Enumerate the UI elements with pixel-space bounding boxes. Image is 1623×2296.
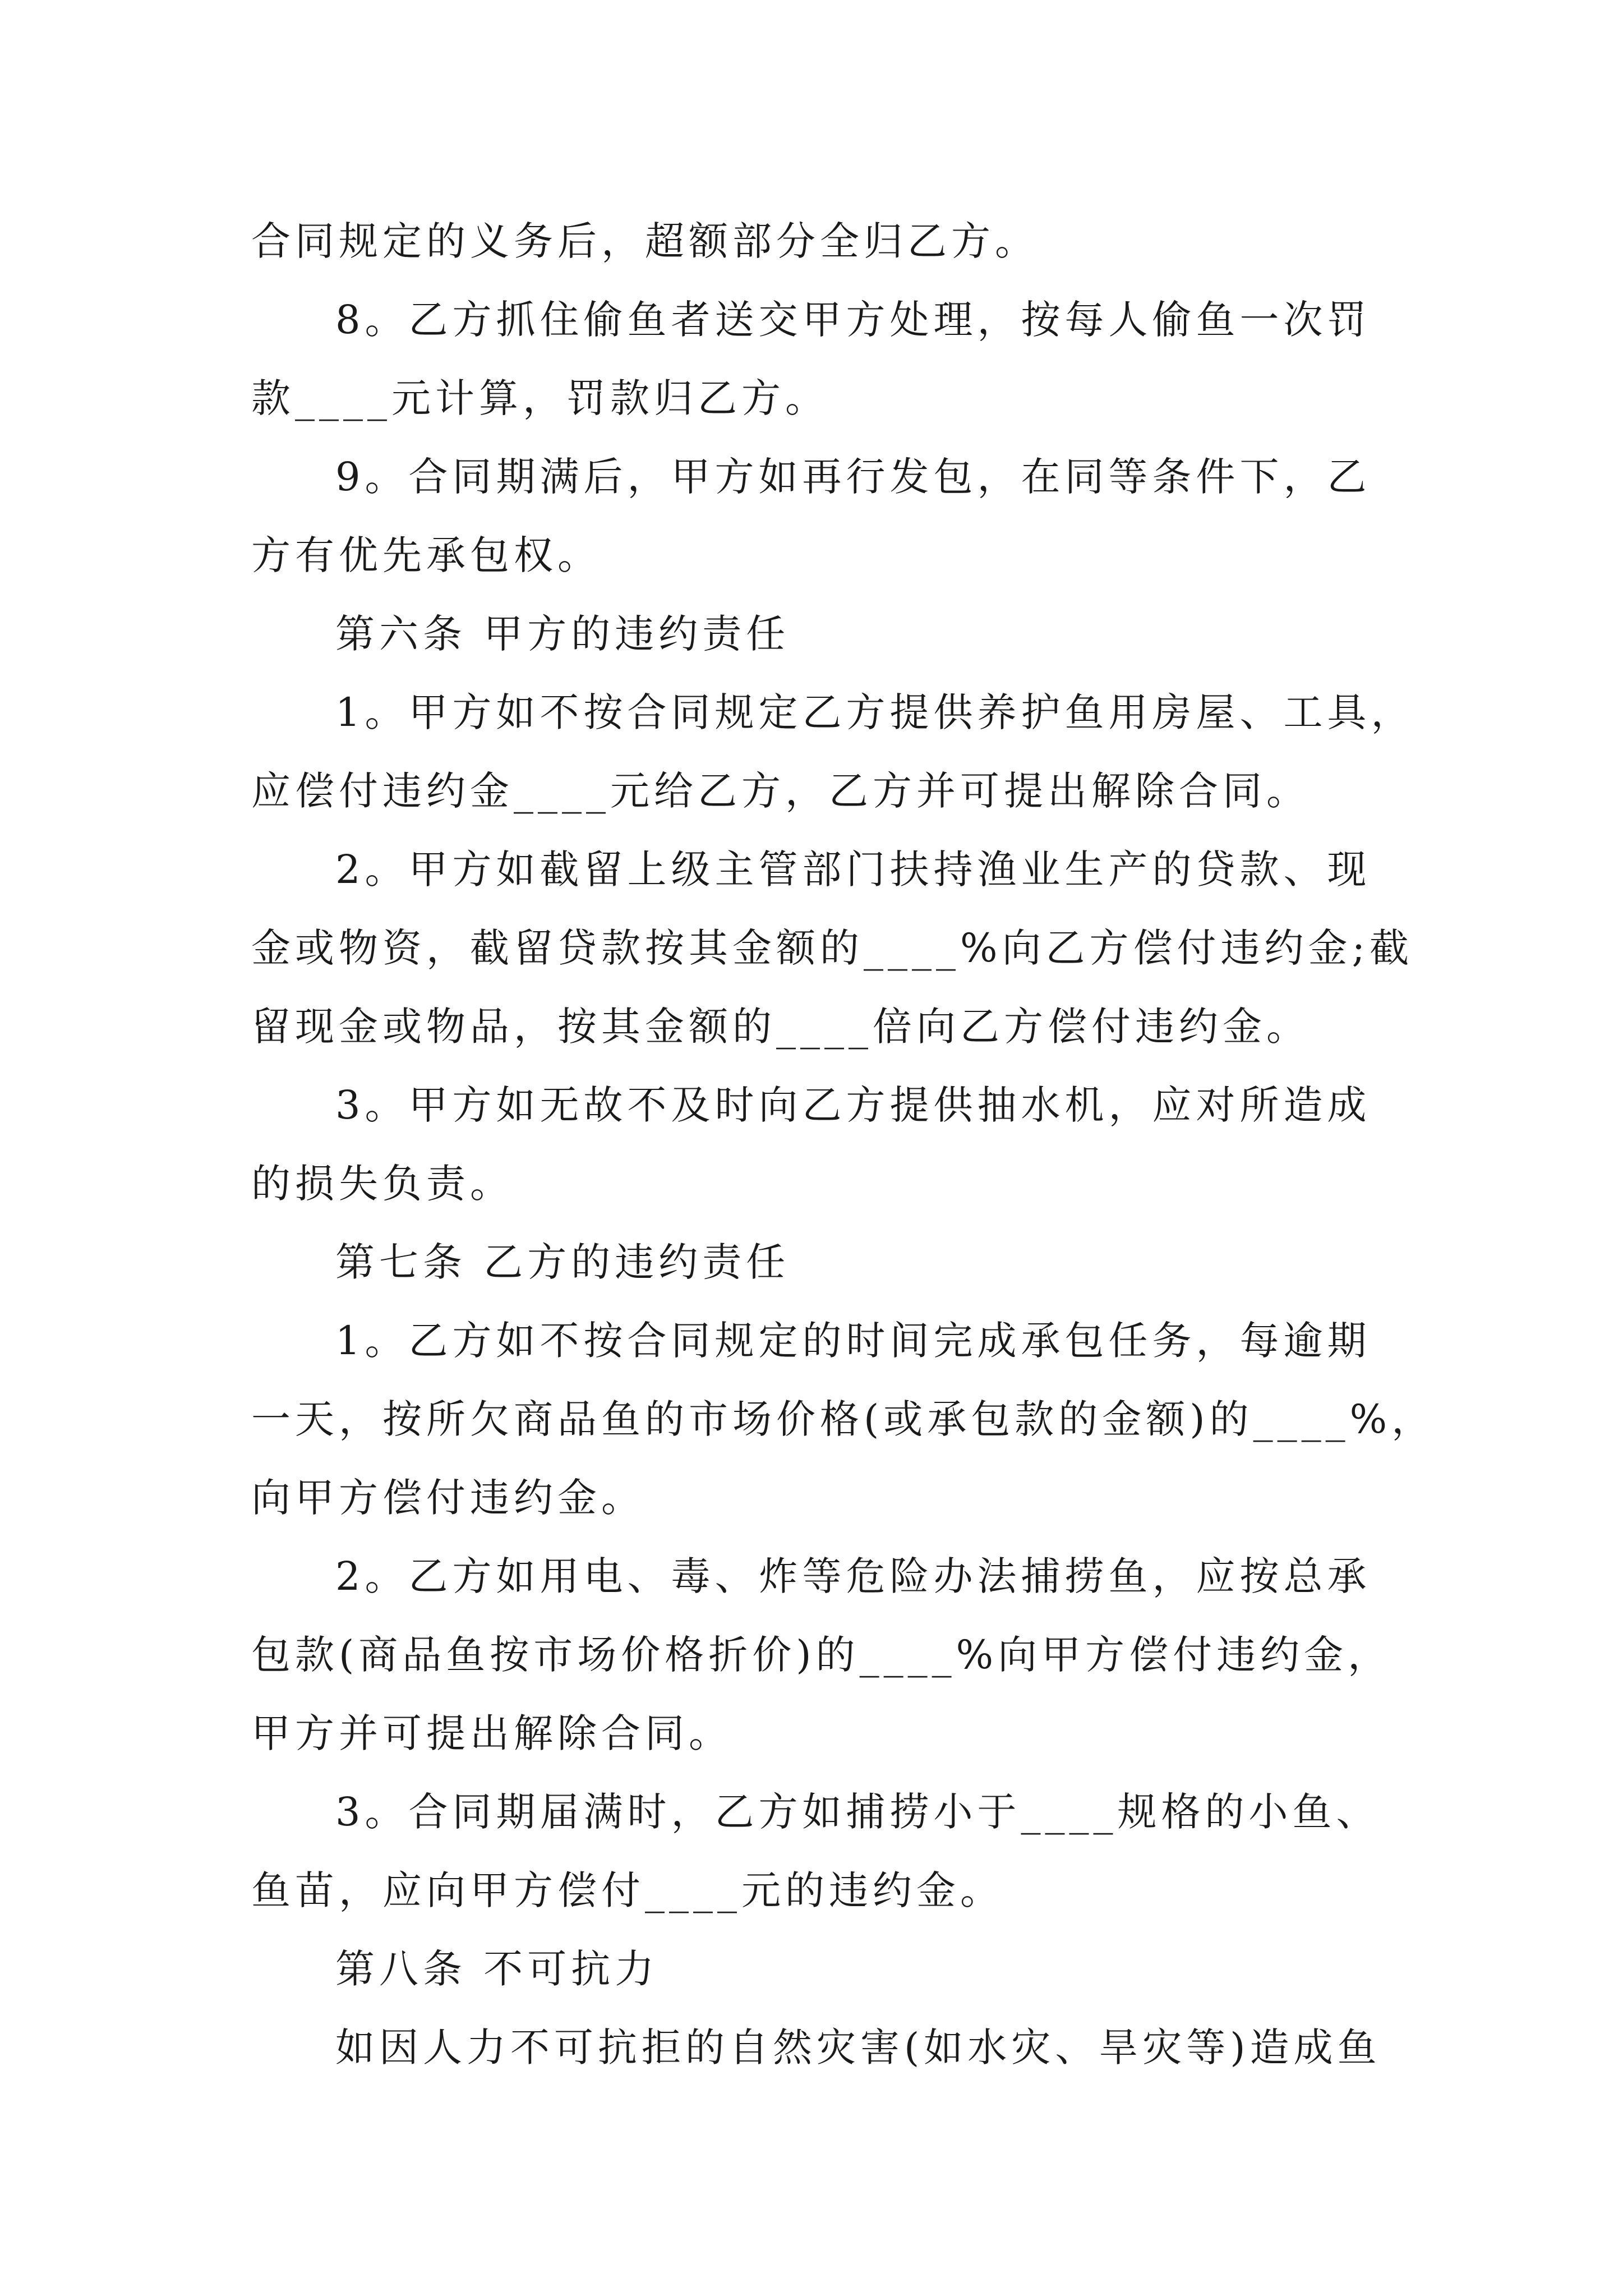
text-line: 3。合同期届满时，乙方如捕捞小于____规格的小鱼、	[335, 1789, 1380, 1835]
text-line: 方有优先承包权。	[251, 532, 601, 578]
text-line: 合同规定的义务后，超额部分全归乙方。	[251, 218, 1039, 264]
text-line: 2。甲方如截留上级主管部门扶持渔业生产的贷款、现	[335, 846, 1371, 892]
section-heading: 第六条 甲方的违约责任	[335, 611, 790, 657]
section-heading: 第八条 不可抗力	[335, 1946, 659, 1992]
text-line: 1。甲方如不按合同规定乙方提供养护鱼用房屋、工具，	[335, 689, 1415, 735]
text-line: 款____元计算，罚款归乙方。	[251, 375, 829, 421]
text-line: 向甲方偿付违约金。	[251, 1475, 645, 1521]
text-line: 留现金或物品，按其金额的____倍向乙方偿付违约金。	[251, 1004, 1310, 1050]
text-line: 2。乙方如用电、毒、炸等危险办法捕捞鱼，应按总承	[335, 1553, 1371, 1599]
text-line: 应偿付违约金____元给乙方，乙方并可提出解除合同。	[251, 768, 1310, 814]
text-line: 的损失负责。	[251, 1161, 514, 1207]
section-heading: 第七条 乙方的违约责任	[335, 1239, 790, 1285]
text-line: 甲方并可提出解除合同。	[251, 1710, 732, 1756]
text-line: 一天，按所欠商品鱼的市场价格(或承包款的金额)的____%，	[251, 1396, 1436, 1442]
text-line: 如因人力不可抗拒的自然灾害(如水灾、旱灾等)造成鱼	[335, 2024, 1381, 2070]
text-line: 9。合同期满后，甲方如再行发包，在同等条件下，乙	[335, 454, 1371, 500]
text-line: 包款(商品鱼按市场价格折价)的____%向甲方偿付违约金，	[251, 1632, 1392, 1678]
text-line: 8。乙方抓住偷鱼者送交甲方处理，按每人偷鱼一次罚	[335, 297, 1371, 343]
text-line: 金或物资，截留贷款按其金额的____%向乙方偿付违约金;截	[251, 925, 1414, 971]
text-line: 鱼苗，应向甲方偿付____元的违约金。	[251, 1867, 1004, 1913]
text-line: 1。乙方如不按合同规定的时间完成承包任务，每逾期	[335, 1318, 1371, 1364]
text-line: 3。甲方如无故不及时向乙方提供抽水机，应对所造成	[335, 1082, 1371, 1128]
